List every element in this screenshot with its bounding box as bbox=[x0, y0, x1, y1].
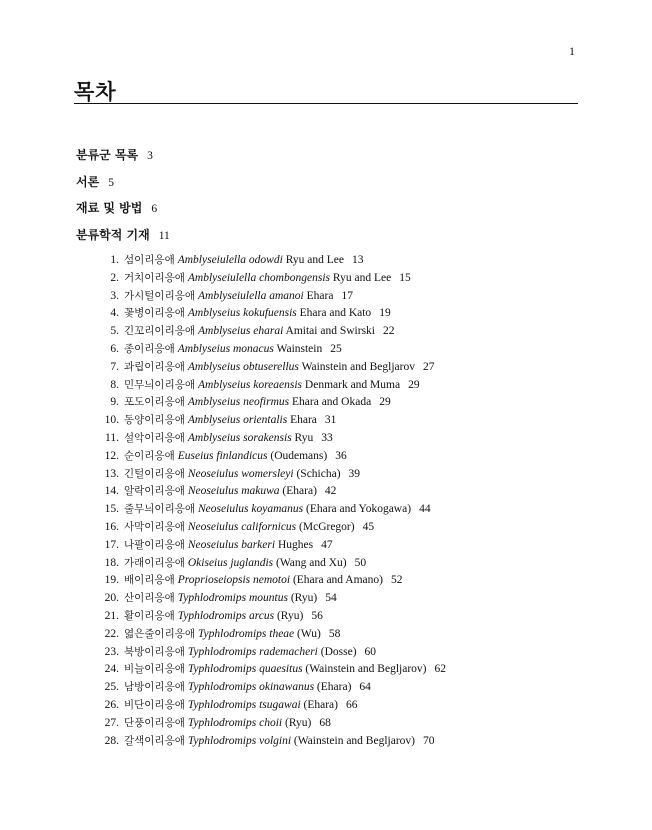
korean-name: 꽃병이리응애 bbox=[124, 307, 185, 320]
author: Ryu bbox=[294, 431, 314, 444]
entry-page: 17 bbox=[341, 289, 353, 302]
list-item[interactable] bbox=[90, 394, 446, 412]
author: Denmark and Muma bbox=[304, 378, 401, 391]
section-label: 서론 bbox=[76, 174, 100, 189]
author: (McGregor) bbox=[299, 520, 355, 533]
list-item[interactable] bbox=[90, 483, 446, 501]
scientific-name: Amblyseius orientalis bbox=[187, 414, 288, 427]
author: Wainstein bbox=[276, 342, 323, 355]
author: (Ehara and Amano) bbox=[292, 574, 383, 587]
korean-name: 민무늬이리응애 bbox=[124, 378, 196, 391]
list-item[interactable] bbox=[90, 644, 446, 662]
entry-number: 25. bbox=[104, 681, 119, 694]
entry-page: 33 bbox=[321, 431, 333, 444]
section-label: 분류군 목록 bbox=[76, 148, 139, 162]
scientific-name: Amblyseius monacus bbox=[177, 342, 274, 355]
entry-number: 3. bbox=[110, 289, 119, 302]
list-item[interactable] bbox=[90, 323, 446, 341]
author: Wainstein and Begljarov bbox=[301, 360, 415, 373]
list-item[interactable] bbox=[90, 270, 446, 288]
author: (Ryu) bbox=[284, 716, 312, 729]
section-label: 분류학적 기재 bbox=[76, 227, 150, 242]
entry-page: 13 bbox=[352, 254, 364, 266]
author: (Ehara) bbox=[303, 698, 338, 711]
list-item[interactable] bbox=[90, 661, 446, 679]
toc-section[interactable] bbox=[76, 174, 170, 201]
entry-number: 11. bbox=[105, 431, 119, 444]
scientific-name: Amblyseius obtuserellus bbox=[187, 360, 299, 373]
korean-name: 비단이리응애 bbox=[124, 698, 185, 711]
entry-number: 13. bbox=[104, 467, 119, 480]
entry-number: 15. bbox=[104, 503, 119, 516]
entry-page: 60 bbox=[364, 645, 377, 658]
entry-number: 19. bbox=[104, 574, 119, 587]
korean-name: 동양이리응애 bbox=[124, 414, 185, 427]
scientific-name: Typhlodromips okinawanus bbox=[187, 681, 315, 694]
author: (Wainstein and Begljarov) bbox=[293, 734, 415, 747]
list-item[interactable] bbox=[90, 697, 446, 715]
toc-section[interactable] bbox=[76, 200, 170, 227]
korean-name: 설악이리응애 bbox=[124, 431, 185, 444]
scientific-name: Neoseiulus californicus bbox=[187, 520, 297, 533]
author: (Wang and Xu) bbox=[276, 556, 347, 569]
korean-name: 엷은줄이리응애 bbox=[124, 627, 196, 640]
entry-page: 66 bbox=[346, 698, 358, 711]
korean-name: 긴꼬리이리응애 bbox=[124, 325, 196, 338]
korean-name: 사막이리응애 bbox=[124, 520, 185, 533]
scientific-name: Typhlodromips rademacheri bbox=[187, 645, 318, 658]
author: (Dosse) bbox=[320, 645, 357, 658]
korean-name: 섬이리응애 bbox=[124, 254, 175, 266]
entry-page: 29 bbox=[408, 378, 420, 391]
section-page: 11 bbox=[158, 229, 170, 242]
scientific-name: Typhlodromips choii bbox=[187, 716, 283, 729]
entry-number: 2. bbox=[110, 271, 119, 284]
entry-page: 42 bbox=[324, 485, 337, 498]
author: (Oudemans) bbox=[270, 449, 328, 462]
author: Ryu and Lee bbox=[332, 271, 392, 284]
entry-page: 47 bbox=[321, 538, 333, 551]
list-item[interactable] bbox=[90, 305, 446, 323]
korean-name: 남방이리응애 bbox=[124, 681, 185, 694]
entry-number: 10. bbox=[104, 414, 119, 427]
list-item[interactable] bbox=[90, 501, 446, 519]
species-list bbox=[90, 252, 446, 750]
toc-section[interactable] bbox=[76, 147, 170, 174]
entry-number: 26. bbox=[104, 698, 119, 711]
scientific-name: Amblyseius sorakensis bbox=[187, 431, 292, 444]
entry-page: 29 bbox=[379, 396, 391, 409]
korean-name: 갈색이리응애 bbox=[124, 734, 185, 747]
toc-section[interactable] bbox=[76, 227, 170, 254]
entry-number: 28. bbox=[104, 734, 119, 747]
korean-name: 종이리응애 bbox=[124, 342, 175, 355]
entry-page: 50 bbox=[354, 556, 367, 569]
entry-page: 52 bbox=[390, 574, 403, 587]
korean-name: 나팔이리응애 bbox=[124, 538, 185, 551]
list-item[interactable] bbox=[90, 412, 446, 430]
scientific-name: Typhlodromips quaesitus bbox=[187, 663, 303, 676]
list-item[interactable] bbox=[90, 519, 446, 537]
scientific-name: Amblyseiulella odowdi bbox=[177, 254, 283, 266]
entry-number: 20. bbox=[104, 592, 119, 605]
entry-page: 62 bbox=[434, 663, 446, 676]
scientific-name: Amblyseiulella chombongensis bbox=[187, 271, 330, 284]
author: (Wainstein and Begljarov) bbox=[305, 663, 427, 676]
author: Ryu and Lee bbox=[285, 254, 344, 266]
section-page: 5 bbox=[108, 176, 114, 189]
scientific-name: Amblyseiulella amanoi bbox=[198, 289, 304, 302]
list-item[interactable] bbox=[90, 466, 446, 484]
list-item[interactable] bbox=[90, 537, 446, 555]
korean-name: 순이리응애 bbox=[124, 449, 175, 462]
author: (Ryu) bbox=[290, 592, 318, 605]
korean-name: 줄무늬이리응애 bbox=[124, 503, 196, 516]
entry-number: 1. bbox=[110, 254, 119, 266]
author: Ehara and Okada bbox=[292, 396, 372, 409]
entry-number: 21. bbox=[104, 609, 119, 622]
entry-number: 23. bbox=[104, 645, 119, 658]
entry-number: 4. bbox=[110, 307, 119, 320]
author: (Ryu) bbox=[276, 609, 304, 622]
entry-number: 12. bbox=[104, 449, 119, 462]
scientific-name: Neoseiulus makuwa bbox=[187, 485, 280, 498]
list-item[interactable] bbox=[90, 608, 446, 626]
section-page: 3 bbox=[147, 150, 153, 162]
list-item[interactable] bbox=[90, 288, 446, 306]
scientific-name: Okiseius juglandis bbox=[187, 556, 274, 569]
korean-name: 가시털이리응애 bbox=[124, 289, 196, 302]
section-page: 6 bbox=[151, 203, 158, 215]
list-item[interactable] bbox=[90, 590, 446, 608]
scientific-name: Neoseiulus koyamanus bbox=[198, 503, 304, 516]
entry-number: 7. bbox=[110, 360, 119, 373]
korean-name: 포도이리응애 bbox=[124, 396, 185, 409]
entry-number: 6. bbox=[110, 342, 119, 355]
entry-number: 9. bbox=[110, 396, 119, 409]
list-item[interactable] bbox=[90, 252, 446, 270]
list-item[interactable] bbox=[90, 341, 446, 359]
entry-number: 24. bbox=[104, 663, 119, 676]
entry-page: 39 bbox=[348, 467, 361, 480]
entry-number: 8. bbox=[110, 378, 119, 391]
korean-name: 북방이리응애 bbox=[124, 645, 185, 658]
korean-name: 배이리응애 bbox=[124, 574, 175, 587]
scientific-name: Neoseiulus barkeri bbox=[187, 538, 276, 551]
entry-page: 54 bbox=[325, 592, 337, 605]
korean-name: 활이리응애 bbox=[124, 609, 175, 622]
list-item[interactable] bbox=[90, 626, 446, 644]
author: Ehara bbox=[306, 289, 334, 302]
scientific-name: Amblyseius koreaensis bbox=[198, 378, 303, 391]
list-item[interactable] bbox=[90, 377, 446, 395]
scientific-name: Typhlodromips volgini bbox=[187, 734, 292, 747]
toc-sections bbox=[76, 147, 170, 253]
entry-page: 68 bbox=[319, 716, 331, 729]
entry-number: 16. bbox=[104, 520, 119, 533]
entry-number: 22. bbox=[104, 627, 119, 640]
author: (Ehara) bbox=[316, 681, 352, 694]
author: (Schicha) bbox=[296, 467, 341, 480]
entry-page: 36 bbox=[335, 449, 347, 462]
scientific-name: Euseius finlandicus bbox=[177, 449, 268, 462]
page-title: 목차 bbox=[74, 79, 117, 104]
entry-page: 19 bbox=[379, 307, 391, 320]
korean-name: 과립이리응애 bbox=[124, 360, 185, 373]
author: (Ehara) bbox=[282, 485, 317, 498]
entry-page: 44 bbox=[419, 503, 431, 516]
scientific-name: Proprioseiopsis nemotoi bbox=[177, 574, 291, 587]
list-item[interactable] bbox=[90, 572, 446, 590]
list-item[interactable] bbox=[90, 555, 446, 573]
list-item[interactable] bbox=[90, 359, 446, 377]
entry-page: 56 bbox=[311, 609, 323, 622]
entry-page: 22 bbox=[383, 325, 395, 338]
korean-name: 비늘이리응애 bbox=[124, 663, 185, 676]
korean-name: 가래이리응애 bbox=[124, 556, 185, 569]
author: (Wu) bbox=[297, 627, 321, 640]
entry-page: 15 bbox=[399, 271, 411, 284]
scientific-name: Amblyseius kokufuensis bbox=[187, 307, 297, 320]
entry-page: 64 bbox=[359, 681, 371, 694]
entry-page: 58 bbox=[328, 627, 341, 640]
entry-page: 45 bbox=[362, 520, 375, 533]
scientific-name: Typhlodromips theae bbox=[198, 627, 295, 640]
list-item[interactable] bbox=[90, 448, 446, 466]
author: Ehara bbox=[290, 414, 317, 427]
korean-name: 단풍이리응애 bbox=[124, 716, 185, 729]
korean-name: 알락이리응애 bbox=[124, 485, 185, 498]
korean-name: 산이리응애 bbox=[124, 592, 175, 605]
author: (Ehara and Yokogawa) bbox=[305, 503, 412, 516]
entry-number: 17. bbox=[104, 538, 119, 551]
entry-page: 25 bbox=[330, 342, 342, 355]
scientific-name: Amblyseius neofirmus bbox=[187, 396, 290, 409]
author: Hughes bbox=[277, 538, 314, 551]
page-number: 1 bbox=[569, 44, 575, 58]
entry-number: 27. bbox=[104, 716, 119, 729]
scientific-name: Typhlodromips tsugawai bbox=[187, 698, 301, 711]
entry-page: 70 bbox=[423, 734, 435, 747]
author: Ehara and Kato bbox=[299, 307, 372, 320]
list-item[interactable] bbox=[90, 430, 446, 448]
entry-page: 27 bbox=[422, 360, 435, 373]
scientific-name: Neoseiulus womersleyi bbox=[187, 467, 294, 480]
entry-number: 14. bbox=[104, 485, 119, 498]
scientific-name: Typhlodromips mountus bbox=[177, 592, 288, 605]
scientific-name: Amblyseius eharai bbox=[198, 325, 284, 338]
entry-number: 5. bbox=[110, 325, 119, 338]
korean-name: 긴털이리응애 bbox=[124, 467, 185, 480]
entry-page: 31 bbox=[324, 414, 337, 427]
korean-name: 거치이리응애 bbox=[124, 271, 185, 284]
scientific-name: Typhlodromips arcus bbox=[177, 609, 275, 622]
list-item[interactable] bbox=[90, 679, 446, 697]
author: Amitai and Swirski bbox=[285, 325, 375, 338]
list-item[interactable] bbox=[90, 733, 446, 751]
title-divider bbox=[74, 103, 578, 104]
list-item[interactable] bbox=[90, 715, 446, 733]
entry-number: 18. bbox=[104, 556, 119, 569]
section-label: 재료 및 방법 bbox=[76, 201, 143, 215]
